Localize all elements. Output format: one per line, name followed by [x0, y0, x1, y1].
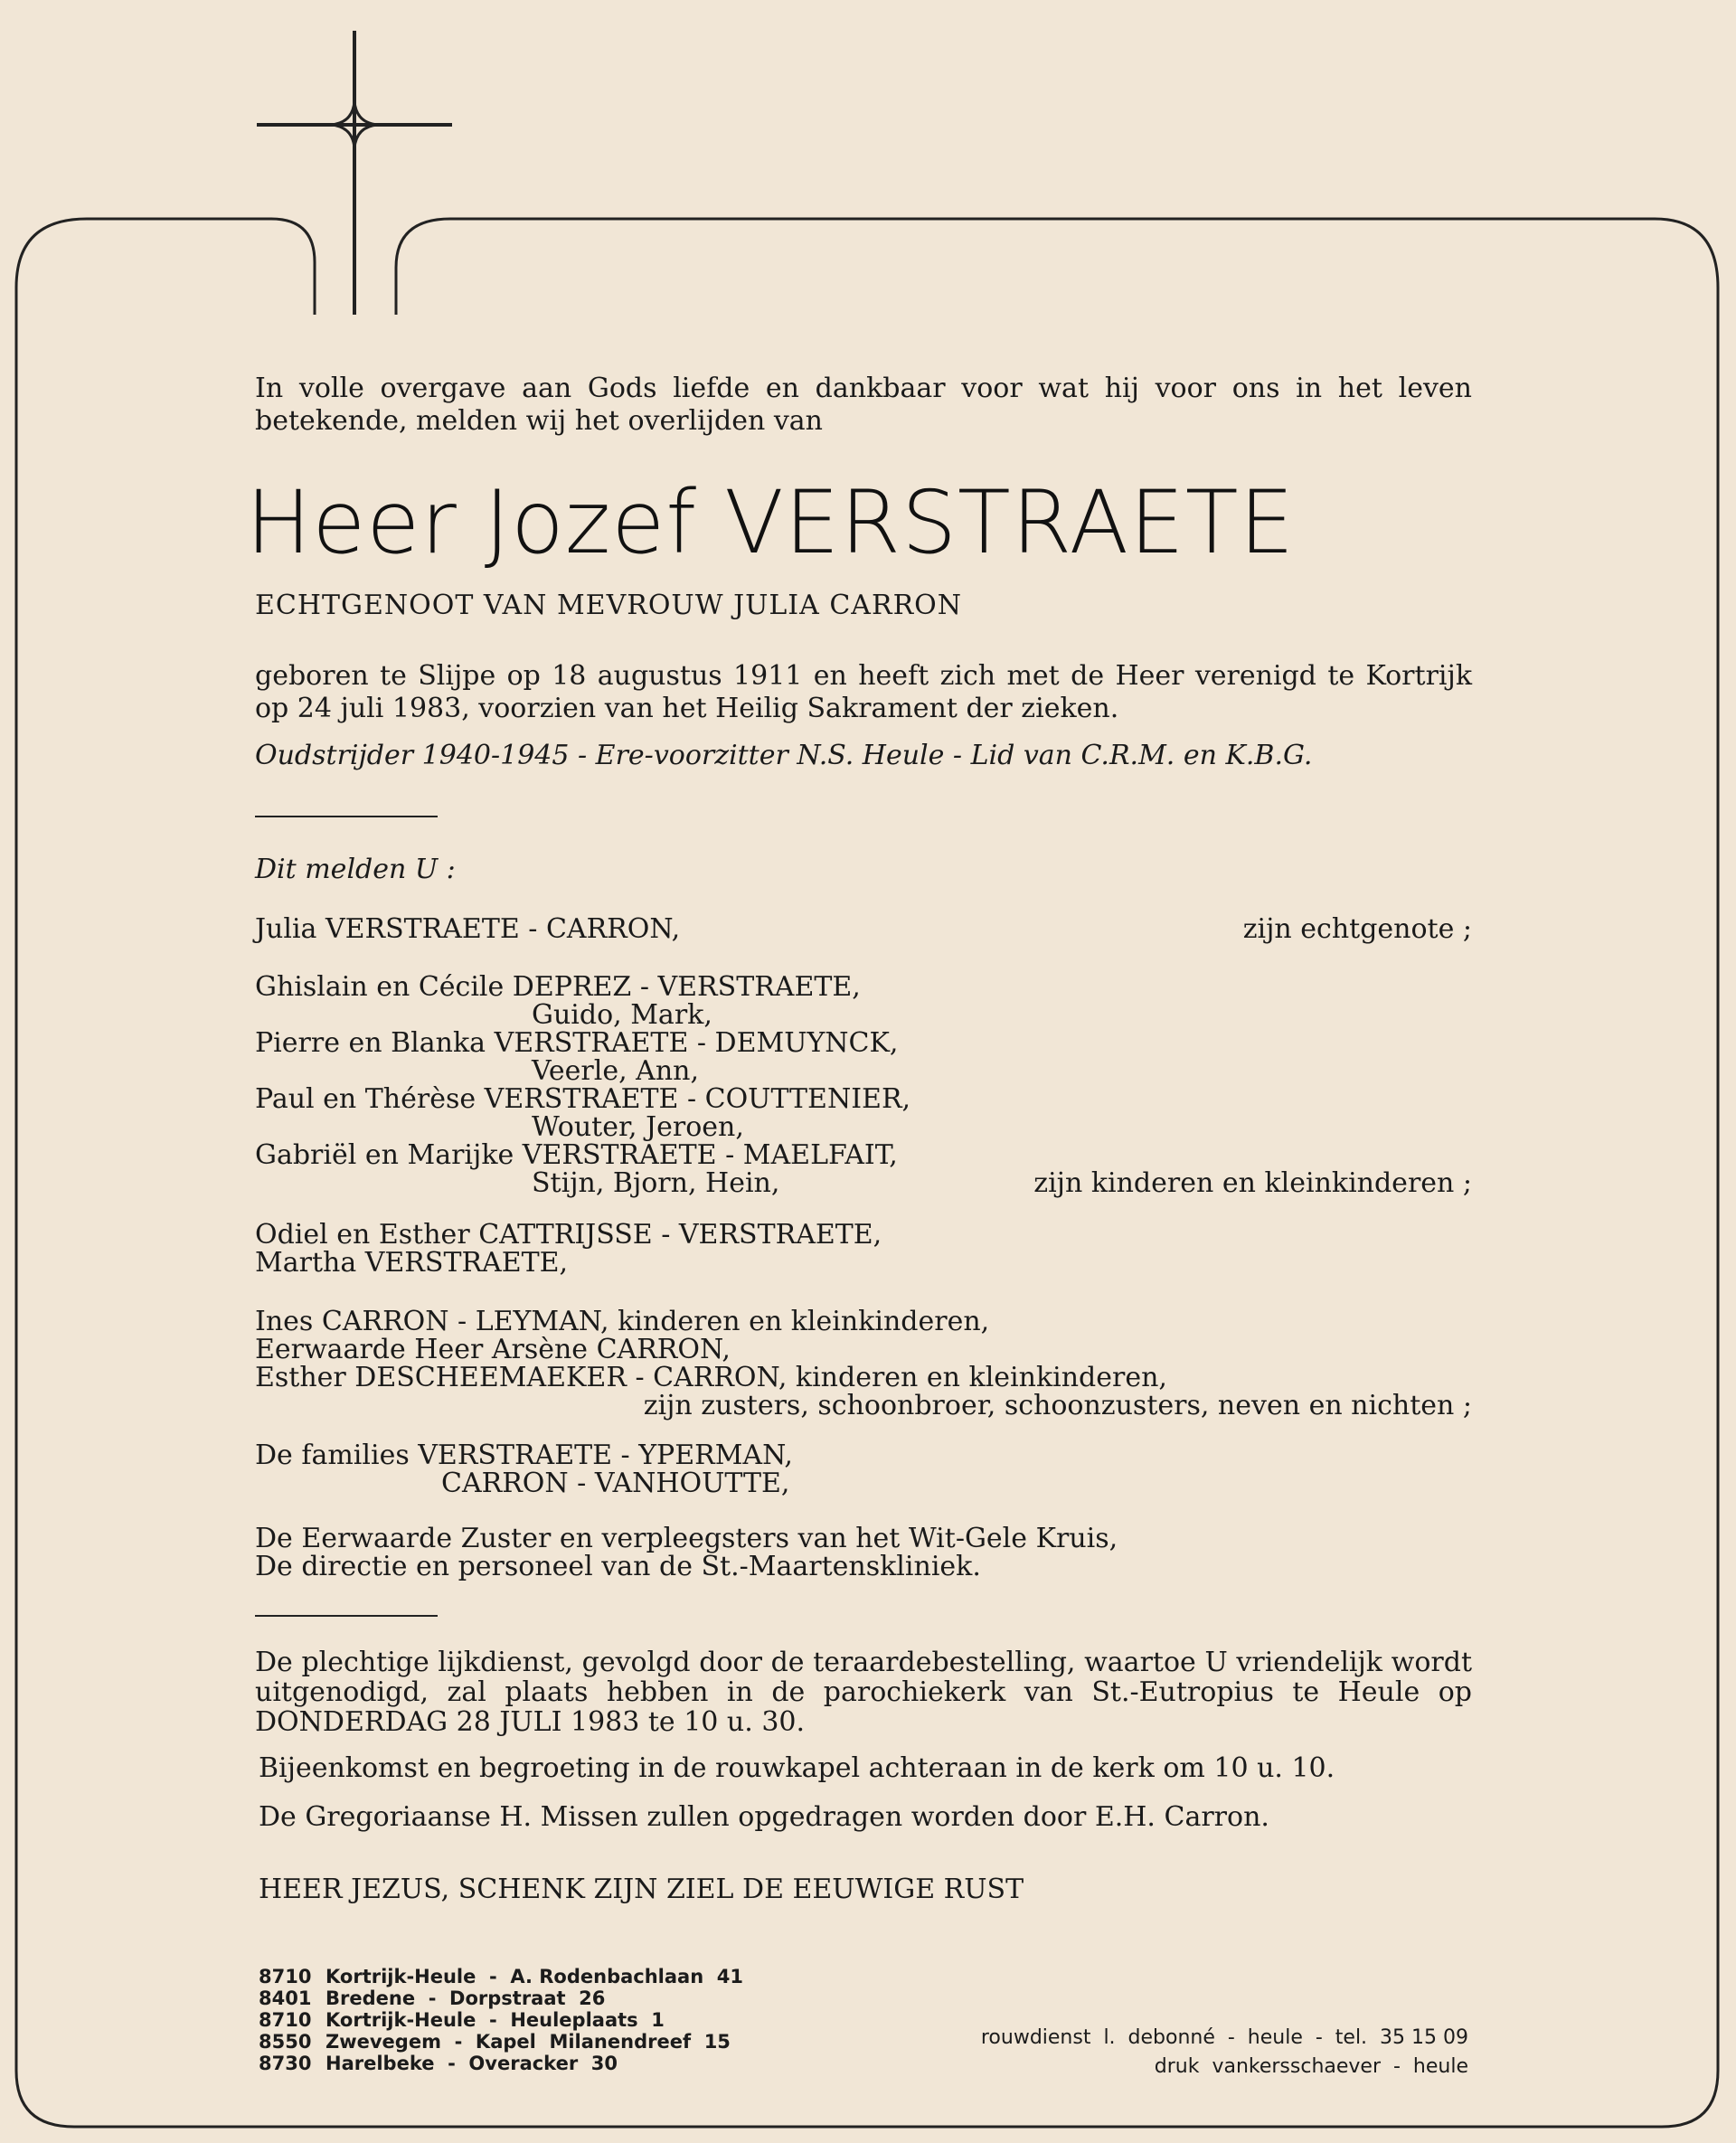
- others-row: De directie en personeel van de St.-Maartenskliniek.: [255, 1551, 981, 1582]
- print-credit: druk vankersschaever - heule: [1154, 2055, 1468, 2078]
- grandchild-names: Stijn, Bjorn, Hein,: [532, 1167, 780, 1199]
- address-row: [259, 2031, 743, 2053]
- sibling-row: Esther DESCHEEMAEKER - CARRON, kinderen en kleinkinderen,: [255, 1362, 1167, 1393]
- name-last: VERSTRAETE: [724, 472, 1296, 573]
- printer-info: [981, 2024, 1468, 2082]
- intro-text: In volle overgave aan Gods liefde en dankbaar voor wat hij voor ons in het leven betekende, melden wij het overlijden van: [255, 373, 1472, 437]
- ceremony-text: De plechtige lijkdienst, gevolgd door de teraardebestelling, waartoe U vriendelijk wordt uitgenodigd, zal plaats hebben in de parochiekerk van St.-Eutropius te Heule op DONDERDAG 28 JULI 1983 te 10 u. 30.: [255, 1647, 1472, 1738]
- postal-code: 8710: [259, 1966, 312, 1987]
- announce-label: Dit melden U :: [255, 854, 456, 885]
- child-row: Paul en Thérèse VERSTRAETE - COUTTENIER,: [255, 1083, 911, 1115]
- address-row: [259, 1987, 743, 2009]
- grandchild-row: Guido, Mark,: [532, 999, 712, 1031]
- children-final-row: [255, 1169, 1472, 1197]
- name-title: Heer: [246, 472, 458, 573]
- address-text: Harelbeke - Overacker 30: [326, 2053, 618, 2074]
- grandchild-row: Veerle, Ann,: [532, 1055, 700, 1087]
- sibling-row: Martha VERSTRAETE,: [255, 1247, 569, 1279]
- child-row: Ghislain en Cécile DEPREZ - VERSTRAETE,: [255, 971, 861, 1003]
- address-row: [259, 2053, 743, 2074]
- divider: [255, 816, 438, 817]
- child-row: Pierre en Blanka VERSTRAETE - DEMUYNCK,: [255, 1027, 899, 1059]
- address-list: [259, 1966, 743, 2074]
- address-text: Zwevegem - Kapel Milanendreef 15: [326, 2031, 731, 2053]
- birth-death-text: geboren te Slijpe op 18 augustus 1911 en heeft zich met de Heer verenigd te Kortrijk op 24 juli 1983, voorzien van het Heilig Sakrament der zieken.: [255, 660, 1472, 724]
- children-role: zijn kinderen en kleinkinderen ;: [1033, 1167, 1472, 1199]
- postal-code: 8401: [259, 1987, 312, 2009]
- prayer-text: HEER JEZUS, SCHENK ZIJN ZIEL DE EEUWIGE RUST: [259, 1874, 1024, 1905]
- divider: [255, 1615, 438, 1617]
- address-text: Bredene - Dorpstraat 26: [326, 1987, 606, 2009]
- sibling-row: Ines CARRON - LEYMAN, kinderen en kleinkinderen,: [255, 1306, 990, 1337]
- grandchild-row: Wouter, Jeroen,: [532, 1111, 744, 1143]
- postal-code: 8730: [259, 2053, 312, 2074]
- families-row: De families VERSTRAETE - YPERMAN,: [255, 1440, 793, 1471]
- postal-code: 8710: [259, 2009, 312, 2031]
- postal-code: 8550: [259, 2031, 312, 2053]
- others-row: De Eerwaarde Zuster en verpleegsters van het Wit-Gele Kruis,: [255, 1523, 1118, 1554]
- address-row: [259, 1966, 743, 1987]
- name-first: Jozef: [484, 472, 698, 573]
- address-row: [259, 2009, 743, 2031]
- address-text: Kortrijk-Heule - A. Rodenbachlaan 41: [326, 1966, 744, 1987]
- funeral-service: rouwdienst l. debonné - heule - tel. 35 15 09: [980, 2026, 1468, 2049]
- gathering-text: Bijeenkomst en begroeting in de rouwkapel achteraan in de kerk om 10 u. 10.: [259, 1752, 1335, 1784]
- sibling-row: Eerwaarde Heer Arsène CARRON,: [255, 1334, 731, 1365]
- address-text: Kortrijk-Heule - Heuleplaats 1: [326, 2009, 665, 2031]
- sibling-row: Odiel en Esther CATTRIJSSE - VERSTRAETE,: [255, 1219, 882, 1251]
- cross-icon: [257, 31, 452, 315]
- child-row: Gabriël en Marijke VERSTRAETE - MAELFAIT,: [255, 1139, 898, 1171]
- deceased-name: [246, 470, 1512, 575]
- masses-text: De Gregoriaanse H. Missen zullen opgedragen worden door E.H. Carron.: [259, 1801, 1269, 1833]
- families-row: CARRON - VANHOUTTE,: [441, 1468, 790, 1499]
- spouse-role: zijn echtgenote ;: [1242, 913, 1472, 945]
- siblings-role: zijn zusters, schoonbroer, schoonzusters, neven en nichten ;: [643, 1390, 1472, 1421]
- spouse-row: [255, 915, 1472, 943]
- honors-text: Oudstrijder 1940-1945 - Ere-voorzitter N.S. Heule - Lid van C.R.M. en K.B.G.: [255, 740, 1313, 771]
- spouse-line: ECHTGENOOT VAN MEVROUW JULIA CARRON: [255, 590, 962, 621]
- spouse-name: Julia VERSTRAETE - CARRON,: [255, 913, 681, 945]
